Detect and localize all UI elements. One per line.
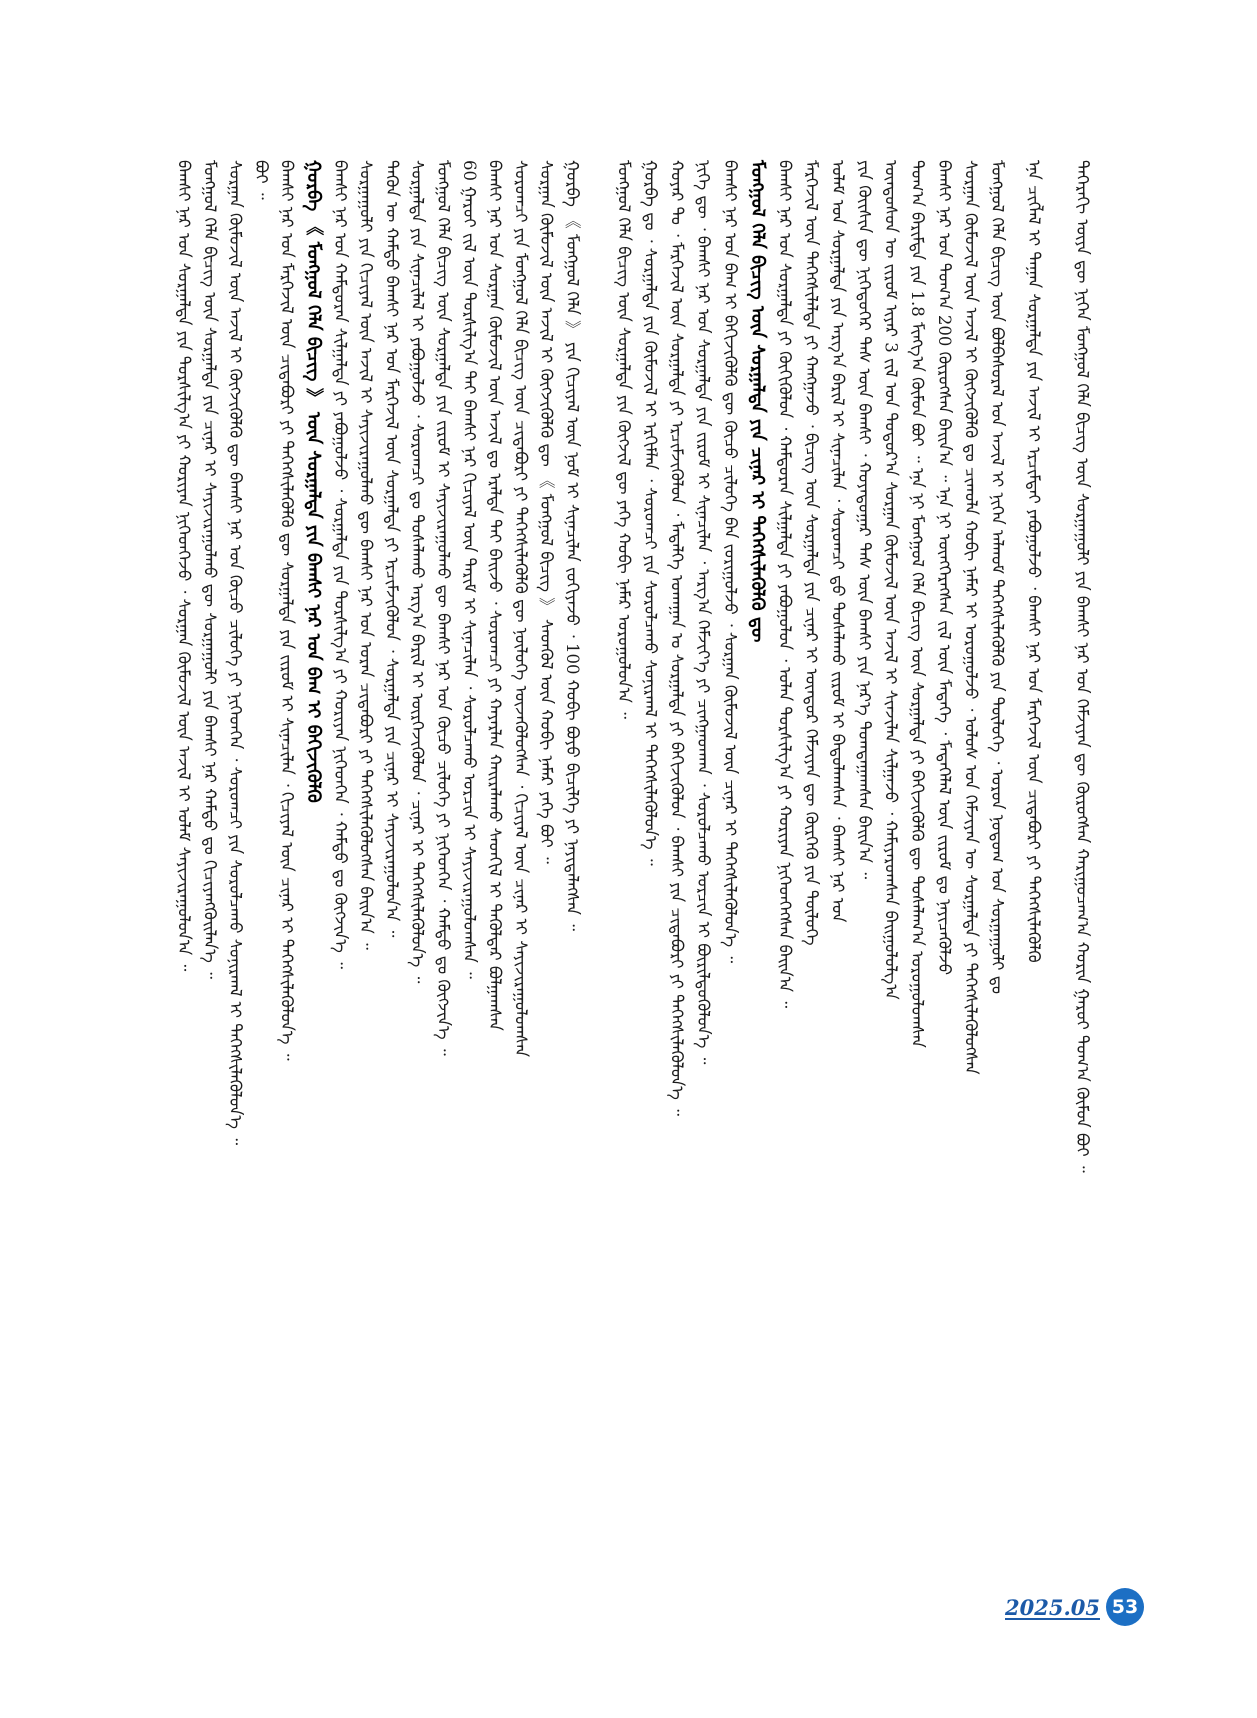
text-line: ᠮᠣᠩᠭᠣᠯ ᠬᠡᠯᠡ ᠪᠢᠴᠢᠭ ᠦᠨ ᠰᠤᠷᠭᠠᠯᠲᠠ ᠶᠢᠨ ᠴᠢᠨᠠᠷ ᠢ ᠰᠠᠶᠢᠵᠢᠷᠠᠭᠤᠯᠬᠤ ᠳᠦ ᠰᠤᠷᠭᠠᠭᠤᠯᠢ ᠶᠢᠨ ᠪᠠᠭᠰᠢ ᠨᠠᠷ ᠬᠠᠮᠲᠤ ᠳᠤ ᠬᠢᠴᠢᠶᠡᠩᠭᠦᠢᠯᠡᠨ᠎ᠡ ᠃	[200, 160, 220, 979]
text-line: ᠪᠠᠭᠰᠢ ᠨᠠᠷ ᠤᠨ ᠮᠡᠷᠭᠡᠵᠢᠯ ᠦᠨ ᠴᠢᠳᠠᠪᠤᠷᠢ ᠶᠢ ᠳᠡᠭᠡᠭᠰᠢᠯᠡᠭᠦᠯᠬᠦ ᠳᠦ ᠰᠤᠷᠭᠠᠯᠲᠠ ᠶᠢᠨ ᠵᠢᠷᠤᠮ ᠢ ᠰᠢᠨᠡᠴᠢᠯᠡᠨ ᠂ ᠬᠢᠴᠢᠶᠡᠯ ᠦᠨ ᠴᠢᠨᠠᠷ ᠢ ᠳᠡᠭᠡᠭᠰᠢᠯᠡᠭᠦᠯᠦᠨ᠎ᠡ ᠃	[277, 160, 297, 1061]
text-column-middle	[615, 160, 1005, 1460]
text-line: ᠪᠠᠭᠰᠢ ᠨᠠᠷ ᠤᠨ ᠰᠤᠷᠭᠠᠯᠲᠠ ᠶᠢ ᠬᠥᠬᠢᠭᠦᠯᠦᠨ ᠂ ᠬᠠᠮᠲᠤᠷᠠᠨ ᠰᠢᠯᠭᠠᠯᠲᠠ ᠶᠢ ᠶᠠᠪᠤᠭᠤᠯᠤᠨ ᠂ ᠣᠯᠠᠨ ᠲᠤᠷᠰᠢᠯᠭ᠎ᠠ ᠶᠢ ᠬᠤᠷᠢᠶᠠᠨ ᠨᠢᠭᠡᠳᠬᠡᠭᠰᠡᠨ ᠪᠠᠢᠨ᠎ᠠ ᠃	[775, 160, 795, 1009]
text-line: ᠮᠡᠷᠭᠡᠵᠢᠯ ᠦᠨ ᠳᠡᠭᠡᠭᠰᠢᠯᠡᠯᠲᠡ ᠶᠢ ᠬᠠᠩᠭᠠᠵᠤ ᠂ ᠪᠢᠴᠢᠭ ᠦᠨ ᠰᠤᠷᠭᠠᠯᠲᠠ ᠶᠢᠨ ᠴᠢᠨᠠᠷ ᠢ ᠥᠨᠳᠦᠷ ᠬᠡᠮᠵᠢᠶᠡᠨ ᠳᠦ ᠬᠦᠷᠭᠡᠬᠦ ᠶᠢᠨ ᠲᠥᠯᠥᠭᠡ	[801, 160, 821, 946]
text-line: ᠦᠨᠳᠦᠰᠦᠨ ᠦ ᠵᠢᠷᠤᠮ ᠢᠶᠠᠷ 3 ᠵᠢᠯ ᠤᠨ ᠳᠤᠲᠤᠷ᠎ᠠ ᠰᠤᠷᠭᠠᠨ ᠬᠦᠮᠦᠵᠢᠯ ᠦᠨ ᠠᠵᠢᠯ ᠢ ᠰᠢᠨᠵᠢᠯᠡᠨ ᠰᠢᠯᠭᠠᠵᠤ ᠂ ᠬᠠᠮᠢᠶᠠᠷᠤᠭᠰᠠᠨ ᠪᠠᠢᠭᠤᠯᠤᠯᠭ᠎ᠠ	[881, 160, 901, 1000]
text-line: ᠮᠣᠩᠭᠣᠯ ᠬᠡᠯᠡ ᠪᠢᠴᠢᠭ ᠦᠨ ᠰᠤᠷᠭᠠᠯᠲᠠ ᠶᠢᠨ ᠬᠥᠭᠵᠢᠯ ᠳᠦ ᠶᠡᠬᠡ ᠬᠤᠪᠢ ᠨᠡᠮᠡᠷ ᠣᠷᠣᠭᠤᠯᠤᠨ᠎ᠠ ᠃	[614, 160, 634, 720]
section-heading: ᠮᠣᠩᠭᠣᠯ ᠬᠡᠯᠡ ᠪᠢᠴᠢᠭ ᠦᠨ ᠰᠤᠷᠭᠠᠯᠲᠠ ᠶᠢᠨ ᠴᠢᠨᠠᠷ ᠢ ᠳᠡᠭᠡᠭᠰᠢᠯᠡᠭᠦᠯᠬᠦ ᠳᠦ	[746, 160, 768, 643]
text-line: ᠪᠠᠭᠰᠢ ᠨᠠᠷ ᠤᠨ ᠰᠤᠷᠭᠠᠯᠲᠠ ᠶᠢᠨ ᠲᠤᠷᠰᠢᠯᠭ᠎ᠠ ᠶᠢ ᠬᠤᠷᠢᠶᠠᠨ ᠨᠢᠭᠡᠳᠬᠡᠵᠦ ᠂ ᠰᠤᠷᠭᠠᠨ ᠬᠦᠮᠦᠵᠢᠯ ᠦᠨ ᠠᠵᠢᠯ ᠢ ᠤᠯᠠᠮ ᠰᠠᠶᠢᠵᠢᠷᠠᠭᠤᠯᠤᠨ᠎ᠠ ᠃	[174, 160, 194, 972]
text-line: ᠪᠤᠢ ᠃	[251, 160, 271, 200]
text-line: ᠲᠡᠭᠦᠨ ᠦ ᠬᠠᠮᠲᠤ ᠪᠠᠭᠰᠢ ᠨᠠᠷ ᠤᠨ ᠮᠡᠷᠭᠡᠵᠢᠯ ᠦᠨ ᠰᠤᠷᠭᠠᠯᠲᠠ ᠶᠢ ᠡᠷᠴᠢᠮᠵᠢᠭᠦᠯᠦᠨ ᠂ ᠰᠤᠷᠭᠠᠯᠲᠠ ᠶᠢᠨ ᠴᠢᠨᠠᠷ ᠢ ᠰᠠᠶᠢᠵᠢᠷᠠᠭᠤᠯᠤᠨ᠎ᠠ ᠃	[382, 160, 402, 938]
text-line: ᠪᠠᠭᠰᠢ ᠨᠠᠷ ᠤᠨ ᠪᠠᠭ ᠢ ᠪᠡᠬᠢᠵᠢᠭᠦᠯᠬᠦ ᠳᠦ ᠬᠦᠴᠦ ᠴᠢᠯᠦᠭᠡ ᠪᠡᠨ ᠵᠣᠷᠢᠭᠤᠯᠵᠤ ᠂ ᠰᠤᠷᠭᠠᠨ ᠬᠦᠮᠦᠵᠢᠯ ᠦᠨ ᠴᠢᠨᠠᠷ ᠢ ᠳᠡᠭᠡᠭᠰᠢᠯᠡᠭᠦᠯᠦᠨ᠎ᠡ ᠃	[720, 160, 740, 964]
text-line: ᠳᠡᠭᠡᠷᠡᠬᠢ ᠦᠶᠡ ᠳᠦ ᠨᠢᠭᠡᠨ ᠮᠣᠩᠭᠣᠯ ᠬᠡᠯᠡ ᠪᠢᠴᠢᠭ ᠦᠨ ᠰᠤᠷᠭᠠᠭᠤᠯᠢ ᠶᠢᠨ ᠪᠠᠭᠰᠢ ᠨᠠᠷ ᠤᠨ ᠬᠡᠮᠵᠢᠶᠡᠨ ᠳᠦ ᠬᠦᠷᠦᠭᠰᠡᠨ ᠬᠠᠷᠢᠭᠤᠴᠠᠭ᠎ᠠ ᠬᠣᠷᠢᠨ ᠭᠠᠷᠤᠢ ᠲᠣᠭ᠎ᠠ ᠬᠦᠮᠦᠨ ᠪᠤᠢ ᠃	[1073, 160, 1092, 1173]
page-number-badge: 53	[1106, 1588, 1144, 1626]
text-line: ᠲᠣᠭ᠎ᠠ ᠪᠠᠷᠢᠮᠲᠠ ᠶᠢᠨ 1.8 ᠮᠢᠩᠭ᠎ᠠ ᠬᠦᠮᠦᠨ ᠪᠤᠢ ᠃ ᠡᠨᠡ ᠨᠢ ᠮᠣᠩᠭᠣᠯ ᠬᠡᠯᠡ ᠪᠢᠴᠢᠭ ᠦᠨ ᠰᠤᠷᠭᠠᠯᠲᠠ ᠶᠢ ᠪᠡᠬᠢᠵᠢᠭᠦᠯᠬᠦ ᠳᠦ ᠳᠤᠰᠠᠯᠠᠭ᠎ᠠ ᠣᠷᠣᠭᠤᠯᠤᠭᠰᠠᠨ	[908, 160, 928, 1048]
text-line: ᠪᠠᠭᠰᠢ ᠨᠠᠷ ᠤᠨ ᠲᠣᠭ᠎ᠠ 200 ᠬᠦᠷᠦᠭᠰᠡᠨ ᠪᠠᠢᠨ᠎ᠠ ᠃ ᠡᠨᠡ ᠨᠢ ᠥᠨᠭᠭᠡᠷᠡᠭᠰᠡᠨ ᠵᠢᠯ ᠦᠨ ᠮᠡᠳᠡᠭᠡ ᠂ ᠮᠡᠳᠡᠭᠡᠯᠡᠯ ᠦᠨ ᠵᠢᠷᠤᠮ ᠳᠤ ᠨᠡᠶᠢᠴᠡᠭᠦᠯᠵᠦ	[934, 160, 954, 976]
text-line: ᠮᠣᠩᠭᠣᠯ ᠬᠡᠯᠡ ᠪᠢᠴᠢᠭ ᠦᠨ ᠪᠣᠯᠪᠠᠰᠤᠷᠠᠯ ᠤᠨ ᠠᠵᠢᠯ ᠢ ᠨᠢᠭᠡᠨ ᠠᠯᠬᠤᠮ ᠳᠡᠭᠡᠭᠰᠢᠯᠡᠭᠦᠯᠬᠦ ᠶᠢᠨ ᠲᠥᠯᠥᠭᠡ ᠂ ᠣᠷᠣᠨ ᠨᠤᠲᠤᠭ ᠤᠨ ᠰᠤᠷᠭᠠᠭᠤᠯᠢ ᠳᠤ	[987, 160, 1007, 995]
text-column-left	[175, 160, 580, 1460]
text-line: ᠰᠤᠷᠭᠠᠨ ᠬᠦᠮᠦᠵᠢᠯ ᠦᠨ ᠠᠵᠢᠯ ᠢ ᠬᠥᠭᠵᠢᠭᠦᠯᠬᠦ ᠳᠦ ᠪᠠᠭᠰᠢ ᠨᠠᠷ ᠤᠨ ᠬᠦᠴᠦ ᠴᠢᠯᠦᠭᠡ ᠶᠢ ᠨᠢᠭᠡᠳᠬᠡᠨ ᠂ ᠰᠤᠷᠤᠭᠴᠢ ᠶᠢᠨ ᠰᠤᠷᠤᠯᠴᠠᠬᠤ ᠰᠣᠨᠢᠷᠬᠠᠯ ᠢ ᠳᠡᠭᠡᠭᠰᠢᠯᠡᠭᠦᠯᠦᠨ᠎ᠡ ᠃	[226, 160, 246, 1146]
text-line: ᠪᠠᠭᠰᠢ ᠨᠠᠷ ᠤᠨ ᠰᠤᠷᠭᠠᠨ ᠬᠦᠮᠦᠵᠢᠯ ᠦᠨ ᠠᠵᠢᠯ ᠳᠤ ᠡᠷᠡᠯᠲᠡ ᠲᠠᠢ ᠪᠠᠢᠵᠤ ᠂ ᠰᠤᠷᠤᠭᠴᠢ ᠶᠢ ᠬᠠᠶᠠᠷᠯᠠᠨ ᠬᠠᠢᠷᠠᠯᠠᠬᠤ ᠰᠡᠳᠬᠢᠯ ᠢ ᠲᠡᠭᠦᠯᠳᠡᠷ ᠪᠣᠯᠭᠠᠭᠰᠠᠨ	[485, 160, 505, 1031]
text-line: ᠭᠤᠷᠪᠠ ᠳᠤ ᠂ ᠰᠤᠷᠭᠠᠯᠲᠠ ᠶᠢᠨ ᠬᠦᠮᠦᠵᠢᠯ ᠢ ᠡᠷᠬᠢᠮᠯᠡᠨ ᠂ ᠰᠤᠷᠤᠭᠴᠢ ᠶᠢᠨ ᠰᠤᠷᠤᠯᠴᠠᠬᠤ ᠰᠣᠨᠢᠷᠬᠠᠯ ᠢ ᠳᠡᠭᠡᠭᠰᠢᠯᠡᠭᠦᠯᠦᠨ᠎ᠡ ᠃	[641, 160, 661, 866]
text-line: ᠬᠣᠶᠠᠷ ᠲᠤ ᠂ ᠮᠡᠷᠭᠡᠵᠢᠯ ᠦᠨ ᠰᠤᠷᠭᠠᠯᠲᠠ ᠶᠢ ᠡᠷᠴᠢᠮᠵᠢᠭᠦᠯᠦᠨ ᠂ ᠮᠡᠳᠡᠯᠭᠡ ᠤᠬᠠᠭᠠᠨ ᠤ ᠰᠤᠷᠭᠠᠯᠲᠠ ᠶᠢ ᠪᠡᠬᠢᠵᠢᠭᠦᠯᠦᠨ ᠂ ᠪᠠᠭᠰᠢ ᠶᠢᠨ ᠴᠢᠳᠠᠪᠤᠷᠢ ᠶᠢ ᠳᠡᠭᠡᠭᠰᠢᠯᠡᠭᠦᠯᠦᠨ᠎ᠡ ᠃	[667, 160, 687, 1116]
text-line: ᠤᠯᠠᠮ ᠤᠨ ᠰᠤᠷᠭᠠᠯᠲᠠ ᠶᠢᠨ ᠠᠷᠭ᠎ᠠ ᠪᠠᠷᠢᠯ ᠢ ᠰᠢᠨᠡᠴᠢᠯᠡᠨ ᠂ ᠰᠤᠷᠤᠭᠴᠢ ᠳ᠋ᠤ ᠲᠤᠰᠠᠯᠠᠬᠤ ᠵᠢᠷᠤᠮ ᠢ ᠪᠠᠲᠤᠯᠠᠭᠰᠠᠨ ᠂ ᠪᠠᠭᠰᠢ ᠨᠠᠷ ᠤᠨ	[828, 160, 848, 923]
text-line: ᠪᠠᠭᠰᠢ ᠨᠠᠷ ᠤᠨ ᠬᠠᠮᠲᠤᠷᠠᠨ ᠰᠢᠯᠭᠠᠯᠲᠠ ᠶᠢ ᠶᠠᠪᠤᠭᠤᠯᠵᠤ ᠂ ᠰᠤᠷᠭᠠᠯᠲᠠ ᠶᠢᠨ ᠲᠤᠷᠰᠢᠯᠭ᠎ᠠ ᠶᠢ ᠬᠤᠷᠢᠶᠠᠨ ᠨᠢᠭᠡᠳᠬᠡᠨ ᠂ ᠬᠠᠮᠲᠤ ᠳᠤ ᠬᠥᠭᠵᠢᠨ᠎ᠡ ᠃	[330, 160, 350, 969]
text-line: ᠰᠤᠷᠭᠠᠯᠲᠠ ᠶᠢᠨ ᠰᠢᠨᠡᠴᠢᠯᠡᠯ ᠢ ᠶᠠᠪᠤᠭᠤᠯᠵᠤ ᠂ ᠰᠤᠷᠤᠭᠴᠢ ᠳᠤ ᠲᠤᠰᠠᠯᠠᠬᠤ ᠠᠷᠭ᠎ᠠ ᠪᠠᠷᠢᠯ ᠢ ᠥᠷᠭᠡᠵᠢᠭᠦᠯᠦᠨ ᠂ ᠴᠢᠨᠠᠷ ᠢ ᠳᠡᠭᠡᠭᠰᠢᠯᠡᠭᠦᠯᠦᠨ᠎ᠡ ᠃	[408, 160, 428, 984]
text-line: ᠮᠣᠩᠭᠣᠯ ᠬᠡᠯᠡ ᠪᠢᠴᠢᠭ ᠦᠨ ᠰᠤᠷᠭᠠᠯᠲᠠ ᠶᠢᠨ ᠵᠢᠷᠤᠮ ᠢ ᠰᠠᠶᠢᠵᠢᠷᠠᠭᠤᠯᠬᠤ ᠳᠦ ᠪᠠᠭᠰᠢ ᠨᠠᠷ ᠤᠨ ᠬᠦᠴᠦ ᠴᠢᠯᠦᠭᠡ ᠶᠢ ᠨᠢᠭᠡᠳᠬᠡᠨ ᠂ ᠬᠠᠮᠲᠤ ᠳᠤ ᠬᠥᠭᠵᠢᠨ᠎ᠡ ᠃	[433, 160, 453, 1056]
text-line: ᠰᠤᠷᠭᠠᠨ ᠬᠦᠮᠦᠵᠢᠯ ᠦᠨ ᠠᠵᠢᠯ ᠢ ᠬᠥᠭᠵᠢᠭᠦᠯᠬᠦ ᠳᠦ 《 ᠮᠣᠩᠭᠣᠯ ᠪᠢᠴᠢᠭ 》 ᠰᠡᠳᠭᠦᠯ ᠦᠨ ᠬᠤᠪᠢ ᠨᠡᠮᠡᠷ ᠶᠡᠬᠡ ᠪᠤᠢ ᠃	[537, 160, 557, 864]
section-heading: ᠭᠤᠷᠪᠠ 《 ᠮᠣᠩᠭᠣᠯ ᠬᠡᠯᠡ ᠪᠢᠴᠢᠭ 》 ᠦᠨ ᠰᠤᠷᠭᠠᠯᠲᠠ ᠶᠢᠨ ᠪᠠᠭᠰᠢ ᠨᠠᠷ ᠤᠨ ᠪᠠᠭ ᠢ ᠪᠡᠬᠢᠵᠢᠭᠦᠯᠬᠦ	[302, 160, 324, 803]
text-line: ᠶᠢᠨ ᠬᠦᠢᠰᠢᠨ ᠳᠦ ᠨᠢᠭᠡᠳᠦᠭᠡᠷ ᠳᠡᠰ ᠦᠨ ᠪᠠᠭᠰᠢ ᠂ ᠬᠣᠶᠠᠳᠤᠭᠠᠷ ᠳᠡᠰ ᠦᠨ ᠪᠠᠭᠰᠢ ᠶᠢᠨ ᠨᠡᠷ᠎ᠡ ᠲᠣᠭᠲᠠᠭᠠᠭᠰᠠᠨ ᠪᠠᠢᠨ᠎ᠠ ᠃	[855, 160, 875, 880]
issue-date: 2025.05	[1005, 1594, 1100, 1620]
text-line: ᠰᠤᠷᠭᠠᠨ ᠬᠦᠮᠦᠵᠢᠯ ᠦᠨ ᠠᠵᠢᠯ ᠢ ᠬᠥᠭᠵᠢᠭᠦᠯᠬᠦ ᠳᠤ ᠴᠢᠬᠤᠯᠠ ᠬᠤᠪᠢ ᠨᠡᠮᠡᠷ ᠢ ᠣᠷᠣᠭᠤᠯᠵᠤ ᠂ ᠤᠯᠤᠰ ᠤᠨ ᠬᠡᠮᠵᠢᠶᠡᠨ ᠦ ᠰᠤᠷᠭᠠᠯᠲᠠ ᠶᠢ ᠳᠡᠭᠡᠭᠰᠢᠯᠡᠭᠦᠯᠦᠭᠰᠡᠨ	[961, 160, 981, 1075]
text-line: ᠰᠤᠷᠭᠠᠭᠤᠯᠢ ᠶᠢᠨ ᠬᠢᠴᠢᠶᠡᠯ ᠦᠨ ᠠᠵᠢᠯ ᠢ ᠰᠠᠶᠢᠵᠢᠷᠠᠭᠤᠯᠬᠤ ᠳᠦ ᠪᠠᠭᠰᠢ ᠨᠠᠷ ᠤᠨ ᠤᠷᠠᠨ ᠴᠢᠳᠠᠪᠤᠷᠢ ᠶᠢ ᠳᠡᠭᠡᠭᠰᠢᠯᠡᠭᠦᠯᠦᠭᠰᠡᠨ ᠪᠠᠢᠨ᠎ᠠ ᠃	[356, 160, 376, 950]
text-line: 60 ᠭᠠᠷᠤᠢ ᠵᠢᠯ ᠦᠨ ᠲᠤᠷᠰᠢᠯᠭ᠎ᠠ ᠲᠠᠢ ᠪᠠᠭᠰᠢ ᠨᠠᠷ ᠬᠢᠴᠢᠶᠡᠯ ᠦᠨ ᠲᠠᠷᠢᠮ ᠢ ᠰᠢᠨᠡᠴᠢᠯᠡᠨ ᠂ ᠰᠤᠷᠤᠯᠴᠠᠬᠤ ᠣᠷᠴᠢᠨ ᠢ ᠰᠠᠶᠢᠵᠢᠷᠠᠭᠤᠯᠤᠭᠰᠠᠨ ᠃	[459, 160, 479, 979]
text-column-right	[1025, 160, 1090, 1460]
text-line: ᠡᠨᠡ ᠴᠢᠭᠯᠡᠯ ᠢ ᠳᠠᠭᠠᠨ ᠰᠤᠷᠭᠠᠯᠲᠠ ᠶᠢᠨ ᠠᠵᠢᠯ ᠢ ᠡᠷᠴᠢᠮᠲᠡᠶ ᠶᠠᠪᠤᠭᠤᠯᠵᠤ ᠂ ᠪᠠᠭᠰᠢ ᠨᠠᠷ ᠤᠨ ᠮᠡᠷᠭᠡᠵᠢᠯ ᠦᠨ ᠴᠢᠳᠠᠪᠤᠷᠢ ᠶᠢ ᠳᠡᠭᠡᠭᠰᠢᠯᠡᠭᠦᠯᠬᠦ	[1024, 160, 1044, 963]
text-line: ᠭᠤᠷᠪᠠ 《 ᠮᠣᠩᠭᠣᠯ ᠬᠡᠯᠡ 》 ᠶᠢᠨ ᠬᠢᠴᠢᠶᠡᠯ ᠦᠨ ᠨᠣᠮ ᠢ ᠰᠢᠨᠡᠴᠢᠯᠡᠨ ᠵᠣᠬᠢᠶᠠᠵᠤ ᠂ 100 ᠬᠤᠪᠢ ᠪᠤᠶᠤ ᠪᠢᠴᠢᠯᠭᠡ ᠶᠢ ᠨᠡᠶᠢᠲᠡᠯᠡᠭᠰᠡᠨ ᠃	[562, 160, 582, 931]
page-footer	[1005, 1588, 1144, 1626]
text-line: ᠨᠢᠭᠡ ᠳᠦ ᠂ ᠪᠠᠭᠰᠢ ᠨᠠᠷ ᠤᠨ ᠰᠤᠷᠭᠠᠯᠲᠠ ᠶᠢᠨ ᠵᠢᠷᠤᠮ ᠢ ᠰᠢᠨᠡᠴᠢᠯᠡᠨ ᠂ ᠠᠷᠭ᠎ᠠ ᠬᠡᠮᠵᠢᠶ᠎ᠡ ᠶᠢ ᠴᠢᠩᠭᠠᠳᠬᠠᠨ ᠂ ᠰᠤᠷᠤᠯᠴᠠᠬᠤ ᠣᠷᠴᠢᠨ ᠢ ᠪᠦᠷᠢᠯᠳᠦᠭᠦᠯᠦᠨ᠎ᠡ ᠃	[694, 160, 714, 1065]
text-line: ᠰᠤᠷᠤᠭᠴᠢ ᠶᠢᠨ ᠮᠣᠩᠭᠣᠯ ᠬᠡᠯᠡ ᠪᠢᠴᠢᠭ ᠦᠨ ᠴᠢᠳᠠᠪᠤᠷᠢ ᠶᠢ ᠳᠡᠭᠡᠭᠰᠢᠯᠡᠭᠦᠯᠬᠦ ᠳᠦ ᠨᠥᠯᠥᠭᠡ ᠦᠵᠡᠭᠦᠯᠦᠭᠰᠡᠨ ᠂ ᠬᠢᠴᠢᠶᠡᠯ ᠦᠨ ᠴᠢᠨᠠᠷ ᠢ ᠰᠠᠶᠢᠵᠢᠷᠠᠭᠤᠯᠤᠭᠰᠠᠨ	[511, 160, 531, 1058]
